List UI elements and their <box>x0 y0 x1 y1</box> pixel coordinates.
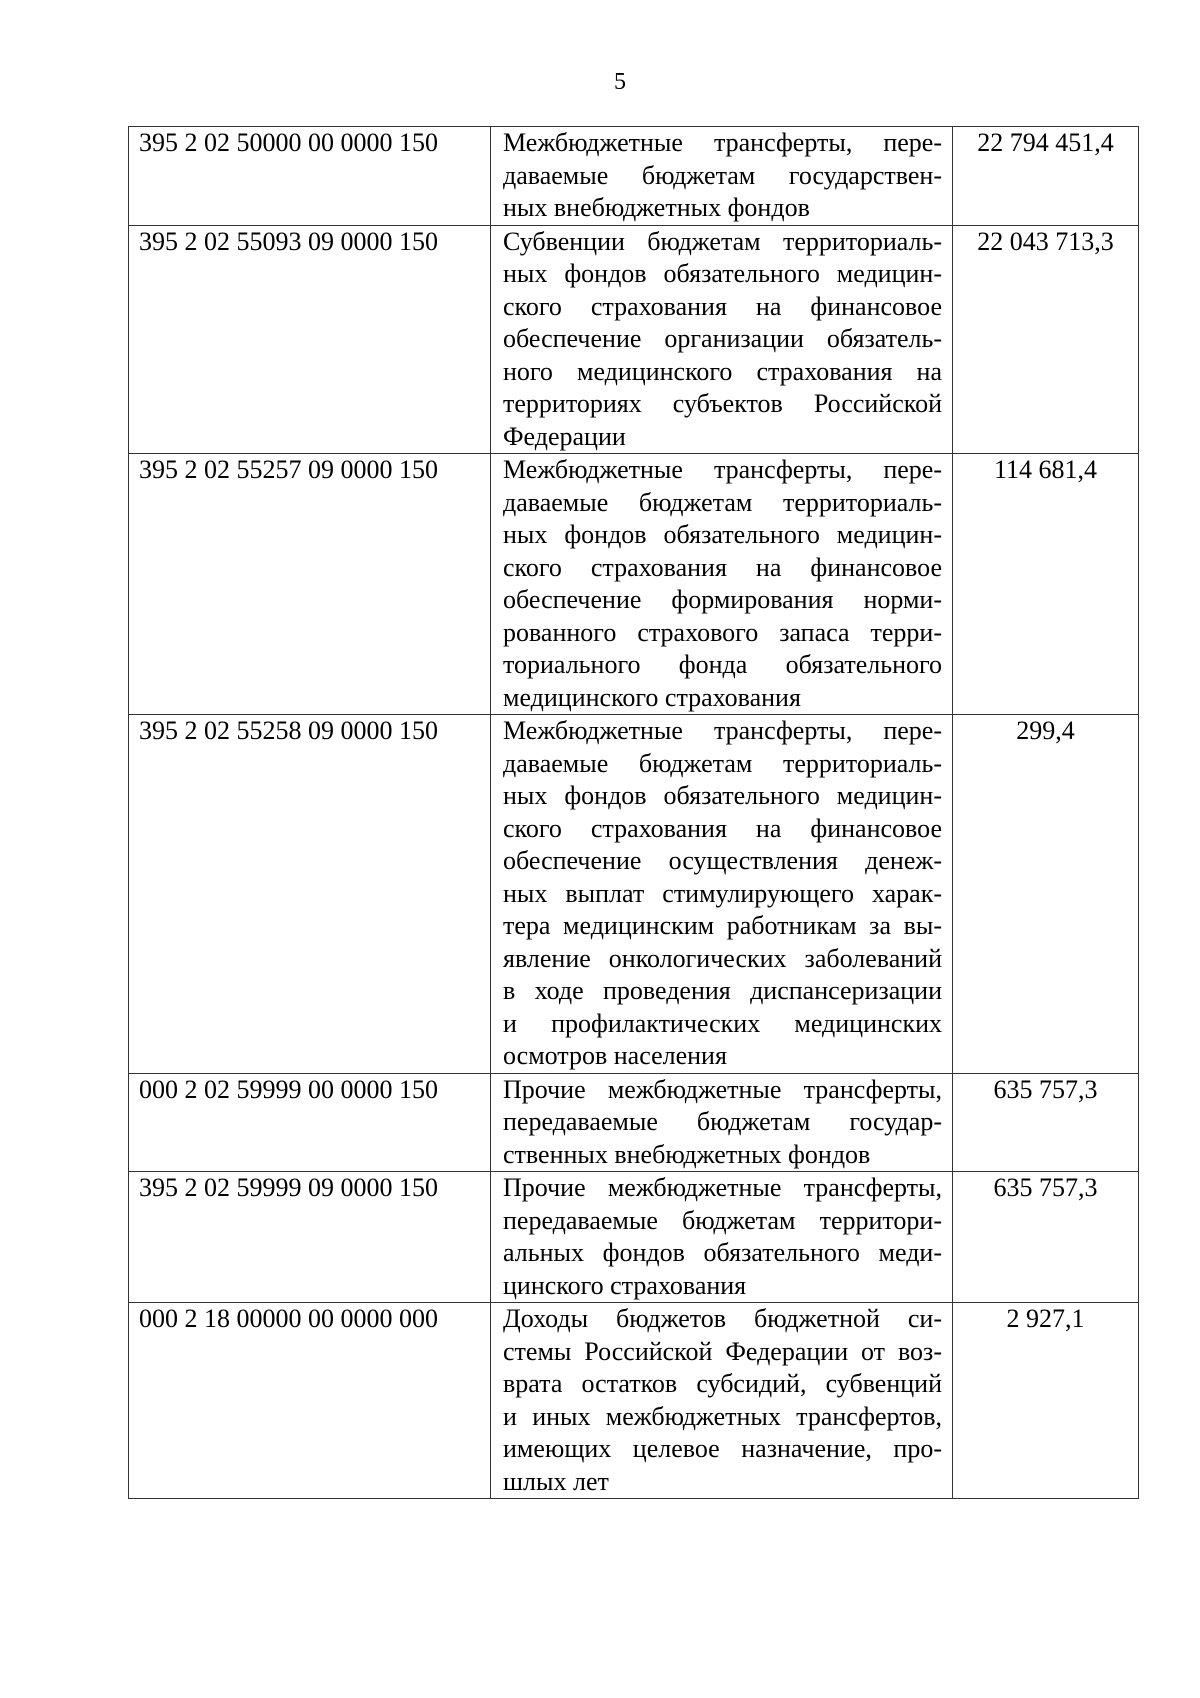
description-line: Межбюджетные трансферты, пере- <box>503 455 942 484</box>
budget-classification-code: 000 2 18 00000 00 0000 000 <box>129 1303 491 1499</box>
description-line: Прочие межбюджетные трансферты, <box>503 1074 942 1104</box>
description-line: Субвенции бюджетам территориаль- <box>503 226 942 256</box>
description-line: Межбюджетные трансферты, пере- <box>503 128 942 157</box>
description-line: цинского страхования <box>503 1270 747 1300</box>
description-line: ториального фонда обязательного <box>503 650 942 679</box>
revenue-amount: 635 757,3 <box>953 1172 1139 1303</box>
revenue-description <box>491 1303 953 1499</box>
description-line: территориях субъектов Российской <box>503 389 942 418</box>
revenue-amount: 2 927,1 <box>953 1303 1139 1499</box>
description-line: ского страхования на финансовое <box>503 552 942 582</box>
revenue-amount: 22 794 451,4 <box>953 127 1139 226</box>
budget-classification-code: 395 2 02 55258 09 0000 150 <box>129 715 491 1074</box>
description-line: ных фондов обязательного медицин- <box>503 781 942 810</box>
description-line: ственных внебюджетных фондов <box>503 1139 871 1169</box>
revenue-description <box>491 454 953 715</box>
description-line: явление онкологических заболеваний <box>503 943 942 973</box>
budget-classification-code: 395 2 02 55093 09 0000 150 <box>129 225 491 454</box>
table-row <box>129 715 1139 1074</box>
table-row <box>129 225 1139 454</box>
budget-classification-code: 395 2 02 55257 09 0000 150 <box>129 454 491 715</box>
revenue-amount: 114 681,4 <box>953 454 1139 715</box>
description-line: и профилактических медицинских <box>503 1008 942 1038</box>
revenue-description <box>491 1172 953 1303</box>
description-line: осмотров населения <box>503 1041 727 1070</box>
table-row <box>129 454 1139 715</box>
description-line: рованного страхового запаса терри- <box>503 617 942 647</box>
revenue-amount: 635 757,3 <box>953 1073 1139 1172</box>
description-line: врата остатков субсидий, субвенций <box>503 1369 942 1398</box>
description-line: даваемые бюджетам территориаль- <box>503 487 942 517</box>
description-line: ных фондов обязательного медицин- <box>503 259 942 288</box>
description-line: и иных межбюджетных трансфертов, <box>503 1401 942 1431</box>
description-line: ного медицинского страхования на <box>503 356 942 386</box>
description-line: имеющих целевое назначение, про- <box>503 1434 942 1463</box>
revenue-description <box>491 715 953 1074</box>
description-line: ных фондов обязательного медицин- <box>503 520 942 549</box>
description-line: даваемые бюджетам государствен- <box>503 160 942 190</box>
description-line: ского страхования на финансовое <box>503 813 942 843</box>
budget-classification-code: 000 2 02 59999 00 0000 150 <box>129 1073 491 1172</box>
description-line: тера медицинским работникам за вы- <box>503 911 942 940</box>
description-line: шлых лет <box>503 1466 609 1496</box>
table-row <box>129 1303 1139 1499</box>
page-number: 5 <box>614 69 626 95</box>
description-line: Межбюджетные трансферты, пере- <box>503 716 942 745</box>
table-row <box>129 127 1139 226</box>
description-line: обеспечение организации обязатель- <box>503 324 942 353</box>
description-line: ского страхования на финансовое <box>503 291 942 321</box>
budget-classification-code: 395 2 02 50000 00 0000 150 <box>129 127 491 226</box>
table-row <box>129 1073 1139 1172</box>
revenue-description <box>491 225 953 454</box>
description-line: обеспечение осуществления денеж- <box>503 846 942 875</box>
description-line: передаваемые бюджетам территори- <box>503 1205 942 1235</box>
description-line: ных внебюджетных фондов <box>503 193 810 222</box>
description-line: обеспечение формирования норми- <box>503 585 942 614</box>
description-line: стемы Российской Федерации от воз- <box>503 1336 942 1366</box>
description-line: в ходе проведения диспансеризации <box>503 976 942 1005</box>
description-line: Прочие межбюджетные трансферты, <box>503 1173 942 1202</box>
description-line: Федерации <box>503 421 626 451</box>
revenue-description <box>491 127 953 226</box>
description-line: медицинского страхования <box>503 682 801 712</box>
description-line: передаваемые бюджетам государ- <box>503 1107 942 1136</box>
table-row <box>129 1172 1139 1303</box>
description-line: ных выплат стимулирующего харак- <box>503 878 942 908</box>
revenue-amount: 22 043 713,3 <box>953 225 1139 454</box>
description-line: альных фондов обязательного меди- <box>503 1238 942 1267</box>
description-line: даваемые бюджетам территориаль- <box>503 748 942 778</box>
revenue-table <box>128 126 1139 1499</box>
revenue-description <box>491 1073 953 1172</box>
revenue-amount: 299,4 <box>953 715 1139 1074</box>
budget-classification-code: 395 2 02 59999 09 0000 150 <box>129 1172 491 1303</box>
description-line: Доходы бюджетов бюджетной си- <box>503 1304 942 1333</box>
